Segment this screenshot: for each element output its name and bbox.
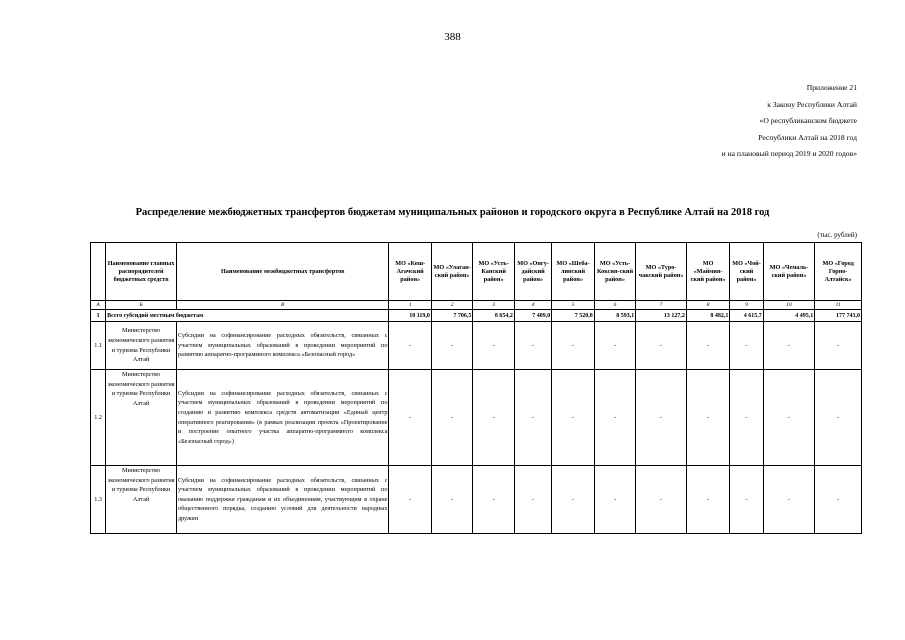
value-cell: - [431,370,472,466]
total-value: 13 127,2 [636,310,687,322]
header-municipality: МО «Чой-ский район» [730,243,763,301]
header-municipality: МО «Кош-Агачский район» [389,243,431,301]
total-value: 8 482,1 [686,310,730,322]
total-value: 8 654,2 [473,310,514,322]
row-number: 1 [91,310,106,322]
organization-cell: Министерство экономического развития и туризма Республики Алтай [106,322,177,370]
header-organization: Наименование главных распорядителей бюджетных средств [106,243,177,301]
value-cell: - [763,370,815,466]
header-municipality: МО «Город Горно-Алтайск» [815,243,862,301]
transfer-description: Субсидии на софинансирование расходных обязательств, связанных с участием муниципальных образований в проведении мероприятий по развитию аппаратно-программного комплекса «Безопасный город» [176,322,388,370]
header-municipality: МО «Туро-чакский район» [636,243,687,301]
value-cell: - [594,322,635,370]
value-cell: - [552,370,594,466]
header-municipality: МО «Онгу-дайский район» [514,243,551,301]
header-municipality: МО «Шеба-линский район» [552,243,594,301]
column-index-row [91,301,862,310]
page-number: 388 [444,31,461,43]
appendix-line: Приложение 21 [806,83,857,92]
column-index: 8 [686,301,730,310]
value-cell: - [730,370,763,466]
value-cell: - [763,322,815,370]
column-index: 2 [431,301,472,310]
column-index: 6 [594,301,635,310]
header-municipality: МО «Чемаль-ский район» [763,243,815,301]
transfer-description: Субсидии на софинансирование расходных обязательств, связанных с участием муниципальных образований в проведении мероприятий по оказанию поддержки гражданам и их объединениям, участвующим в охране общественного порядка, созданию условий для деятельности народных дружин [176,466,388,534]
column-index: 4 [514,301,551,310]
value-cell: - [730,322,763,370]
value-cell: - [686,370,730,466]
value-cell: - [815,370,862,466]
value-cell: - [431,466,472,534]
column-index: А [91,301,106,310]
value-cell: - [514,370,551,466]
row-number: 1.2 [91,370,106,466]
total-row [91,310,862,322]
row-number: 1.3 [91,466,106,534]
table-row [91,466,862,534]
header-municipality: МО «Усть-Канский район» [473,243,514,301]
transfer-description: Субсидии на софинансирование расходных обязательств, связанных с участием муниципальных образований в проведении мероприятий по созданию и развитию комплекса средств автоматизации «Единый центр оперативного реагирования» (в рамках реализации проекта «Проектирование и построение опытного участка аппаратно-программного комплекса «Безопасный город») [176,370,388,466]
value-cell: - [594,370,635,466]
value-cell: - [636,322,687,370]
total-value: 177 743,0 [815,310,862,322]
column-index: Б [106,301,177,310]
header-municipality: МО «Улаган-ский район» [431,243,472,301]
column-index: 11 [815,301,862,310]
appendix-line: к Закону Республики Алтай [767,99,857,109]
table-row [91,322,862,370]
total-value: 7 409,0 [514,310,551,322]
total-value: 7 520,8 [552,310,594,322]
units-label: (тыс. рублей) [817,231,857,239]
value-cell: - [763,466,815,534]
value-cell: - [473,466,514,534]
header-municipality: МО «Маймин-ский район» [686,243,730,301]
value-cell: - [686,322,730,370]
total-value: 7 706,5 [431,310,472,322]
column-index: 7 [636,301,687,310]
organization-cell: Министерство экономического развития и туризма Республики Алтай [106,466,177,534]
organization-cell: Министерство экономического развития и туризма Республики Алтай [106,370,177,466]
document-title: Распределение межбюджетных трансфертов бюджетам муниципальных районов и городского округа в Республике Алтай на 2018 год [135,207,770,218]
appendix-line: и на плановый период 2019 и 2020 годов» [721,149,857,158]
value-cell: - [552,466,594,534]
header-municipality: МО «Усть-Коксин-ский район» [594,243,635,301]
appendix-line: «О республиканском бюджете [759,116,857,125]
table-row [91,370,862,466]
column-index: 9 [730,301,763,310]
value-cell: - [389,322,431,370]
value-cell: - [815,466,862,534]
table-header-row [91,243,862,301]
total-value: 4 615,7 [730,310,763,322]
total-value: 8 593,1 [594,310,635,322]
value-cell: - [431,322,472,370]
total-value: 10 119,0 [389,310,431,322]
row-number: 1.1 [91,322,106,370]
value-cell: - [552,322,594,370]
value-cell: - [389,370,431,466]
value-cell: - [473,322,514,370]
total-value: 4 495,1 [763,310,815,322]
appendix-line: Республики Алтай на 2018 год [758,132,857,142]
total-label: Всего субсидий местным бюджетам [106,310,389,322]
value-cell: - [730,466,763,534]
column-index: 1 [389,301,431,310]
column-index: 10 [763,301,815,310]
value-cell: - [636,370,687,466]
value-cell: - [815,322,862,370]
column-index: 3 [473,301,514,310]
value-cell: - [686,466,730,534]
column-index: В [176,301,388,310]
header-number [91,243,106,301]
value-cell: - [473,370,514,466]
value-cell: - [514,322,551,370]
value-cell: - [636,466,687,534]
header-transfer-name: Наименование межбюджетных трансфертов [176,243,388,301]
appendix-caption [722,80,857,163]
column-index: 5 [552,301,594,310]
value-cell: - [389,466,431,534]
transfers-table [90,242,862,534]
value-cell: - [594,466,635,534]
value-cell: - [514,466,551,534]
